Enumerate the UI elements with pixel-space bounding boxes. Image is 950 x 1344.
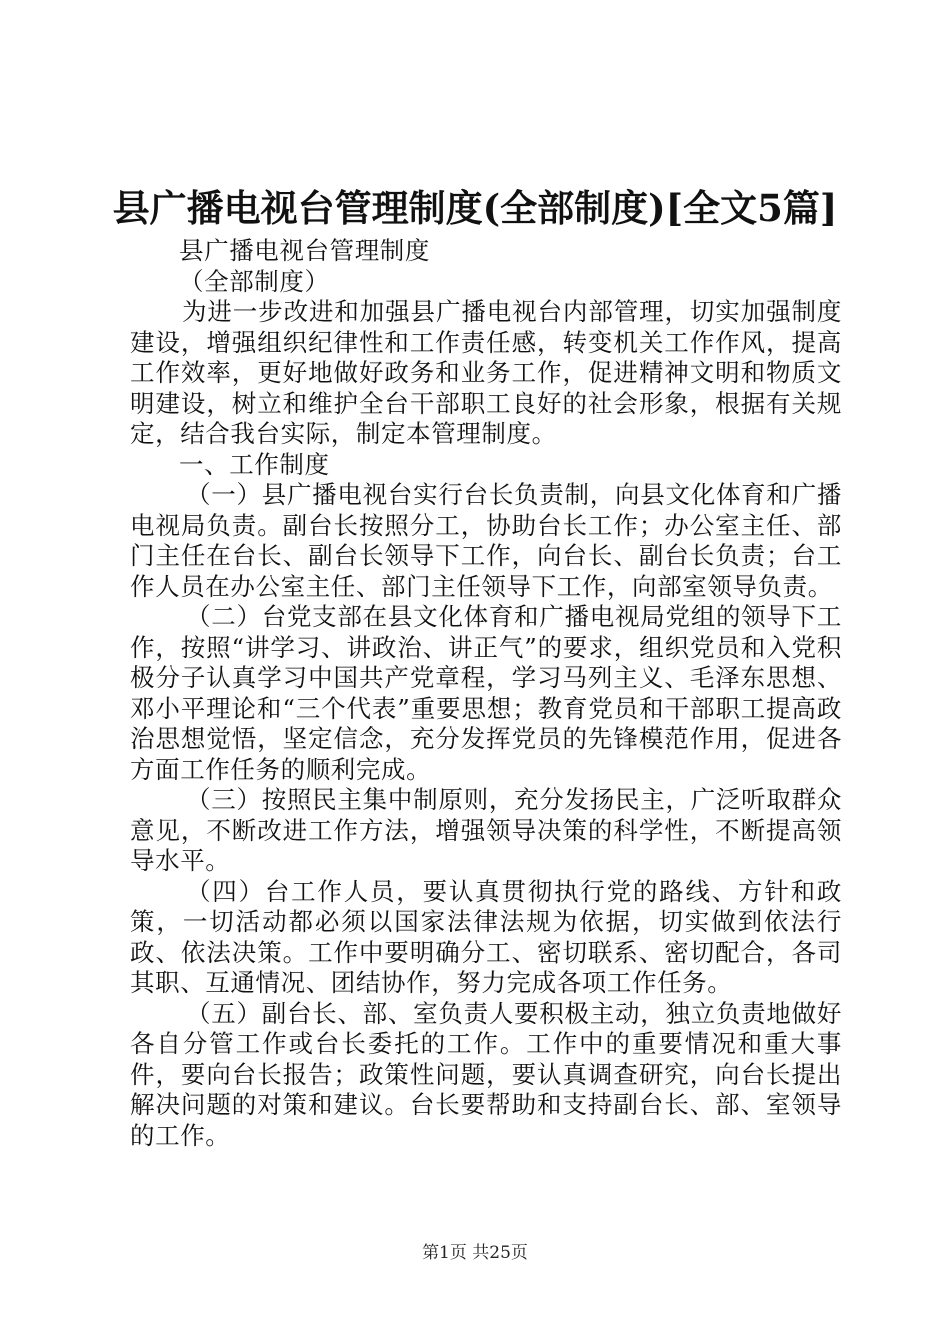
item-paragraph-2: （二）台党支部在县文化体育和广播电视局党组的领导下工作，按照“讲学习、讲政治、讲正气”的要求，组织党员和入党积极分子认真学习中国共产党章程，学习马列主义、毛泽东思想、邓小平理论和“三个代表”重要思想；教育党员和干部职工提高政治思想觉悟，坚定信念，充分发挥党员的先锋模范作用，促进各方面工作任务的顺利完成。 [130,602,842,784]
item-paragraph-4: （四）台工作人员，要认真贯彻执行党的路线、方针和政策，一切活动都必须以国家法律法规为依据，切实做到依法行政、依法决策。工作中要明确分工、密切联系、密切配合，各司其职、互通情况、团结协作，努力完成各项工作任务。 [130,876,842,997]
intro-paragraph: 为进一步改进和加强县广播电视台内部管理，切实加强制度建设，增强组织纪律性和工作责任感，转变机关工作作风，提高工作效率，更好地做好政务和业务工作，促进精神文明和物质文明建设，树立和维护全台干部职工良好的社会形象，根据有关规定，结合我台实际，制定本管理制度。 [130,297,842,448]
section-heading: 一、工作制度 [179,449,330,479]
document-subtitle: 县广播电视台管理制度 [179,236,430,265]
item-paragraph-1: （一）县广播电视台实行台长负责制，向县文化体育和广播电视局负责。副台长按照分工，协助台长工作；办公室主任、部门主任在台长、副台长领导下工作，向台长、副台长负责；台工作人员在办公室主任、部门主任领导下工作，向部室领导负责。 [130,480,842,601]
page-footer: 第1页 共25页 [422,1243,528,1263]
document-body [130,236,842,1151]
item-paragraph-3: （三）按照民主集中制原则，充分发扬民主，广泛听取群众意见，不断改进工作方法，增强领导决策的科学性，不断提高领导水平。 [130,785,842,875]
document-subtitle-note: （全部制度） [179,266,330,296]
item-paragraph-5: （五）副台长、部、室负责人要积极主动，独立负责地做好各自分管工作或台长委托的工作。工作中的重要情况和重大事件，要向台长报告；政策性问题，要认真调查研究，向台长提出解决问题的对策和建议。台长要帮助和支持副台长、部、室领导的工作。 [130,998,842,1150]
document-title: 县广播电视台管理制度(全部制度)[全文5篇] [112,186,838,230]
